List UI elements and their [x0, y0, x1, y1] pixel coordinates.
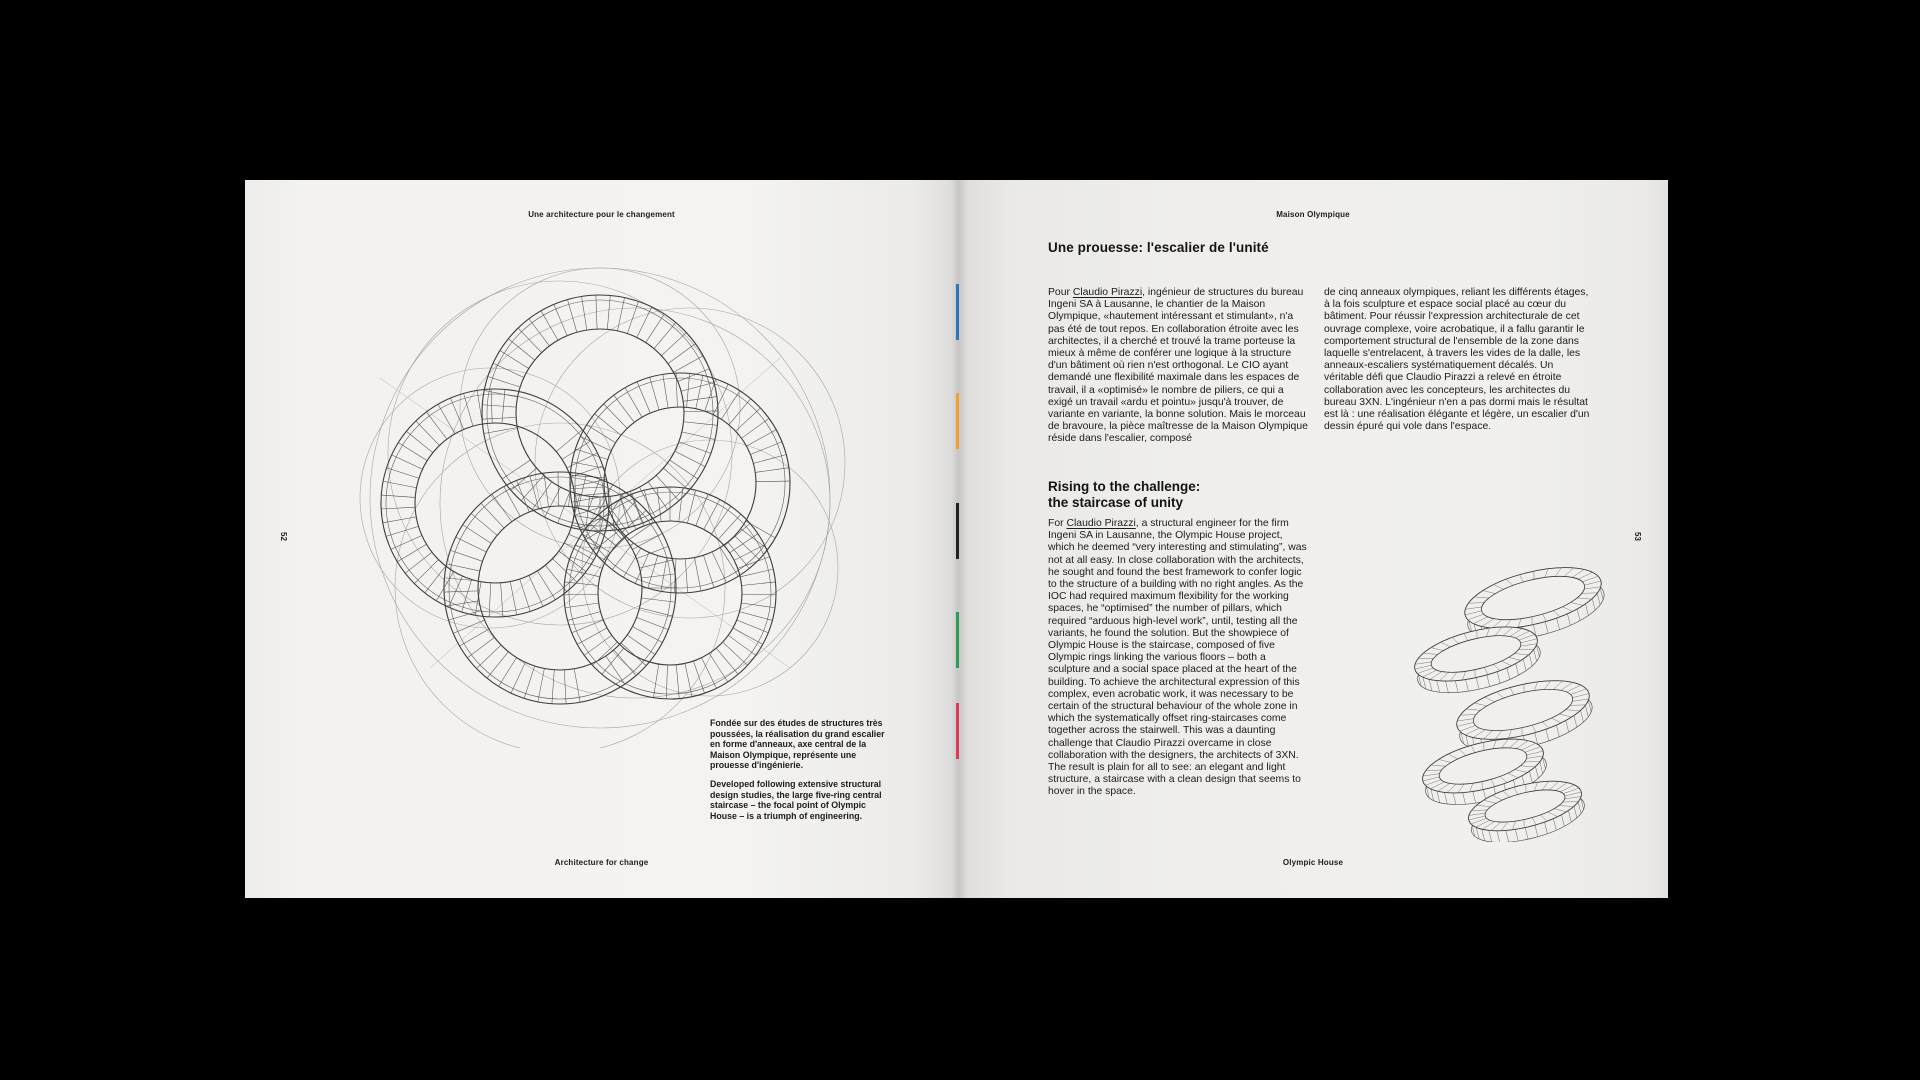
english-paragraph	[1048, 518, 1310, 799]
staircase-plan-drawing	[310, 248, 890, 748]
page-number-left: 52	[278, 532, 288, 541]
french-paragraph-col2: de cinq anneaux olympiques, reliant les différents étages, à la fois sculpture et espace social placé au cœur du bâtiment. Pour réussir l'expression architecturale de cet ouvrage complexe, voire acrobatique, il a fallu garantir le comportement structural de l'ensemble de la zone dans laquelle s'entrelacent, à travers les vides de la dalle, les anneaux-escaliers systématiquement décalés. Un véritable défi que Claudio Pirazzi a relevé en étroite collaboration avec les concepteurs, les architectes du bureau 3XN. L'ingénieur n'en a pas dormi mais le résultat est là : une réalisation élégante et légère, un escalier d'un dessin épuré qui vole dans l'espace.	[1324, 287, 1590, 433]
claudio-pirazzi-link-en: Claudio Pirazzi	[1066, 518, 1136, 529]
left-page-header: Une architecture pour le changement	[528, 210, 675, 219]
left-page-footer: Architecture for change	[554, 858, 649, 867]
right-page	[958, 180, 1668, 898]
caption-english: Developed following extensive structural design studies, the large five-ring central staircase – the focal point of Olympic House – is a triumph of engineering.	[710, 778, 882, 821]
english-para-lead: For	[1048, 518, 1067, 529]
left-page	[245, 180, 958, 898]
page-number-right: 53	[1632, 532, 1642, 541]
spine-tab-olympic-green	[956, 612, 959, 668]
caption-french: Fondée sur des études de structures très poussées, la réalisation du grand escalier en forme d'anneaux, axe central de la Maison Olympique, représente une prouesse d'ingénierie.	[710, 718, 885, 771]
english-heading-line1: Rising to the challenge:	[1048, 479, 1201, 494]
claudio-pirazzi-link-fr: Claudio Pirazzi	[1072, 287, 1143, 298]
book-spread	[245, 180, 1668, 898]
spine-tab-olympic-red	[956, 703, 959, 759]
spine-tab-olympic-black	[956, 503, 959, 559]
french-para-lead: Pour	[1048, 287, 1073, 298]
spine-tab-olympic-yellow	[956, 393, 959, 449]
right-page-header: Maison Olympique	[1276, 210, 1350, 219]
spine-tab-olympic-blue	[956, 284, 959, 340]
staircase-isometric-drawing	[1383, 552, 1618, 842]
english-para-rest: , a structural engineer for the firm Ingeni SA in Lausanne, the Olympic House project, which he deemed “very interesting and stimulating”, was not at all easy. In close collaboration with the architects, he sought and found the best framework to confer logic to the structure of a building with no right angles. As the IOC had required maximum flexibility for the working spaces, he “optimised” the number of pillars, which required “arduous high-level work”, until, testing all the variants, he found the solution. But the showpiece of Olympic House is the staircase, composed of five Olympic rings linking the various floors – both a sculpture and a social space placed at the heart of the building. To achieve the architectural expression of this complex, even acrobatic work, it was necessary to be certain of the structural behaviour of the whole zone in which the systematically offset ring-staircases come together across the stairwell. This was a daunting challenge that Claudio Pirazzi overcame in close collaboration with the designers, the architects of 3XN. The result is plain for all to see: an elegant and light structure, a staircase with a clean design that seems to hover in the space.	[1048, 518, 1307, 798]
english-heading-line2: the staircase of unity	[1048, 494, 1184, 510]
english-section-heading	[1048, 479, 1200, 510]
french-section-heading: Une prouesse: l'escalier de l'unité	[1048, 240, 1269, 255]
staircase-caption	[710, 718, 894, 821]
french-paragraph-col1	[1048, 287, 1310, 446]
french-para-rest: , ingénieur de structures du bureau Ingeni SA à Lausanne, le chantier de la Maison Olympique, «hautement intéressant et stimulant», n'a pas été de tout repos. En collaboration étroite avec les architectes, il a cherché et trouvé la trame porteuse la mieux à même de conférer une logique à la structure d'un bâtiment où rien n'est orthogonal. Le CIO ayant demandé une flexibilité maximale dans les espaces de travail, il a «optimisé» le nombre de piliers, ce qui a exigé un travail «ardu et pointu» jusqu'à trouver, de variante en variante, la bonne solution. Mais le morceau de bravoure, la pièce maîtresse de la Maison Olympique réside dans l'escalier, composé	[1048, 287, 1308, 445]
right-page-footer: Olympic House	[1282, 858, 1344, 867]
